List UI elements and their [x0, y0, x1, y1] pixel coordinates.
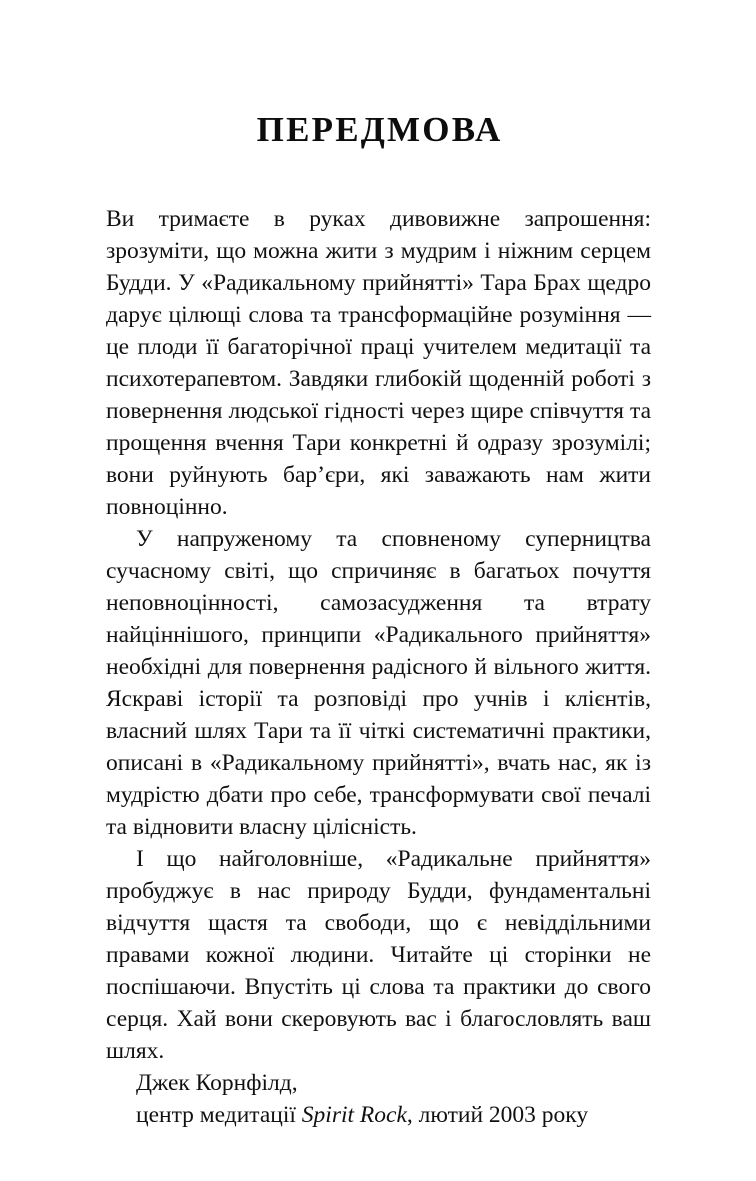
signature-affiliation-suffix: , лютий 2003 року — [406, 1102, 589, 1128]
paragraph-1: Ви тримаєте в руках дивовижне запрошення: зрозуміти, що можна жити з мудрим і ніжним серцем Будди. У «Радикальному прийнятті» Тара Брах щедро дарує цілющі слова та трансформаційне розуміння — це плоди її багаторічної праці учителем медитації та психотерапевтом. Завдяки глибокій щоденній роботі з повернення людської гідності через щире співчуття та прощення вчення Тари конкретні й одразу зрозумілі; вони руйнують бар’єри, які заважають нам жити повноцінно. — [106, 206, 651, 520]
signature-venue-name: Spirit Rock — [301, 1102, 407, 1128]
page-content — [106, 0, 651, 1131]
signature-author: Джек Корнфілд, — [136, 1070, 298, 1096]
paragraph-3: І що найголовніше, «Радикальне прийняття» пробуджує в нас природу Будди, фундаментальні відчуття щастя та свободи, що є невіддільними правами кожної людини. Читайте ці сторінки не поспішаючи. Впустіть ці слова та практики до свого серця. Хай вони скеровують вас і благословлять ваш шлях. — [106, 846, 651, 1064]
chapter-title: ПЕРЕДМОВА — [256, 110, 503, 149]
signature-block — [106, 1067, 651, 1131]
signature-affiliation — [106, 1099, 651, 1131]
body-text-block — [106, 147, 651, 1131]
signature-affiliation-prefix: центр медитації — [136, 1102, 302, 1128]
paragraph-2: У напруженому та сповненому суперництва сучасному світі, що спричиняє в багатьох почуття неповноцінності, самозасудження та втрату найціннішого, принципи «Радикального прийняття» необхідні для повернення радісного й вільного життя. Яскраві історії та розповіді про учнів і клієнтів, власний шлях Тари та її чіткі систематичні практики, описані в «Радикальному прийнятті», вчать нас, як із мудрістю дбати про себе, трансформувати свої печалі та відновити власну цілісність. — [106, 526, 651, 840]
